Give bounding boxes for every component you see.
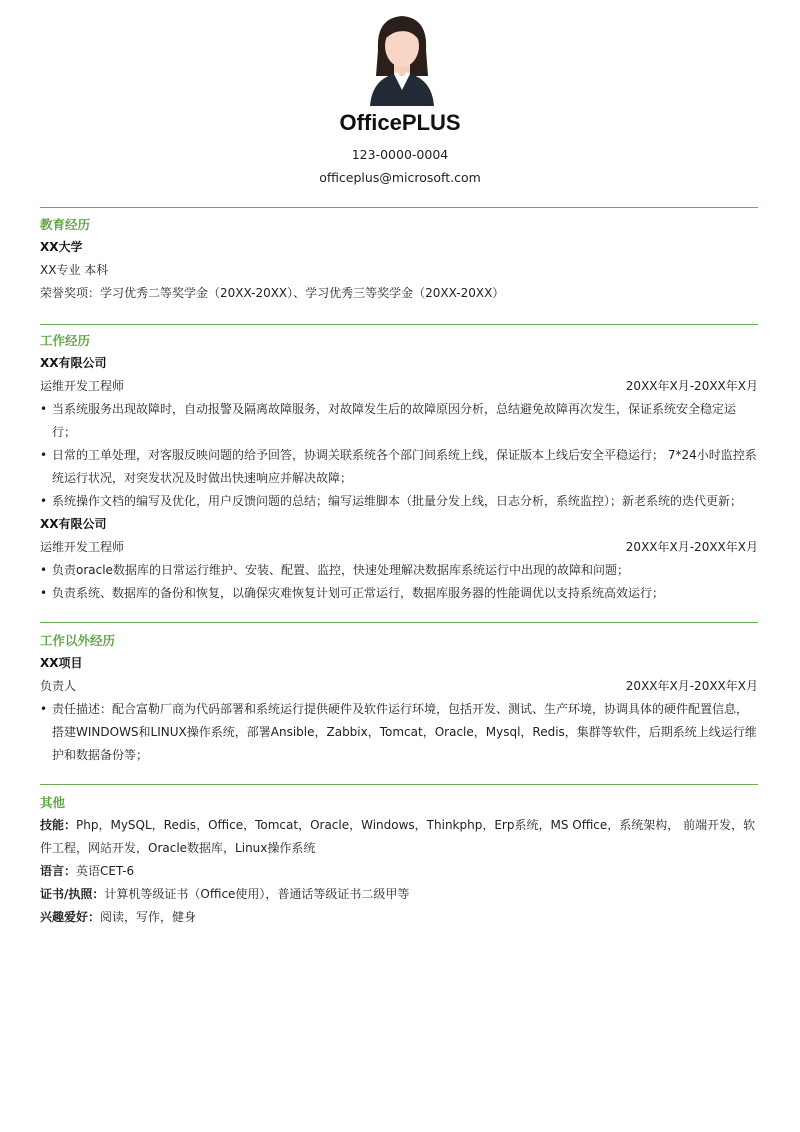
avatar-icon	[366, 10, 438, 106]
certificate-label: 证书/执照：	[40, 887, 105, 901]
certificate-line	[40, 883, 758, 906]
section-title: 其他	[40, 795, 66, 810]
skills-label: 技能：	[40, 818, 77, 832]
email-address: officeplus@microsoft.com	[319, 170, 481, 185]
job-period: 20XX年X月-20XX年X月	[625, 379, 758, 393]
work-section	[40, 330, 758, 605]
section-divider	[40, 622, 758, 623]
project-period: 20XX年X月-20XX年X月	[625, 679, 758, 693]
project-bullet: • 责任描述：配合富勒厂商为代码部署和系统运行提供硬件及软件运行环境，包括开发、测试、生产环境，协调具体的硬件配置信息，搭建WINDOWS和LINUX操作系统，部署Ansible，Zabbix，Tomcat，Oracle，Mysql，Redis，集群等软件，后期系统上线运行维护和数据备份等；	[40, 698, 758, 767]
company-name: XX有限公司	[40, 356, 107, 370]
job-bullet: • 当系统服务出现故障时，自动报警及隔离故障服务，对故障发生后的故障原因分析，总结避免故障再次发生，保证系统安全稳定运行；	[40, 398, 758, 444]
section-title: 工作以外经历	[40, 633, 116, 648]
hobby-value: 阅读，写作，健身	[100, 910, 197, 924]
section-divider	[40, 784, 758, 785]
certificate-value: 计算机等级证书（Office使用），普通话等级证书二级甲等	[104, 887, 410, 901]
section-divider	[40, 207, 758, 208]
section-title: 工作经历	[40, 333, 91, 348]
outside-work-section	[40, 630, 758, 767]
language-line	[40, 860, 758, 883]
project-row	[40, 675, 758, 698]
project-role: 负责人	[40, 679, 77, 693]
job-bullet: • 系统操作文档的编写及优化，用户反馈问题的总结；编写运维脚本（批量分发上线，日志分析，系统监控）；新老系统的迭代更新；	[40, 490, 758, 513]
language-label: 语言：	[40, 864, 77, 878]
language-value: 英语CET-6	[76, 864, 135, 878]
hobby-label: 兴趣爱好：	[40, 910, 101, 924]
other-section	[40, 792, 758, 929]
candidate-name: OfficePLUS	[339, 110, 461, 135]
job-period: 20XX年X月-20XX年X月	[625, 540, 758, 554]
job-bullet: • 负责oracle数据库的日常运行维护、安装、配置、监控，快速处理解决数据库系统运行中出现的故障和问题；	[40, 559, 758, 582]
job-bullet: • 日常的工单处理，对客服反映问题的给予回答，协调关联系统各个部门间系统上线，保证版本上线后安全平稳运行； 7*24小时监控系统运行状况，对突发状况及时做出快速响应并解决故障；	[40, 444, 758, 490]
job-role: 运维开发工程师	[40, 379, 125, 393]
section-divider	[40, 324, 758, 325]
phone-number: 123-0000-0004	[351, 147, 449, 162]
school-name: XX大学	[40, 240, 83, 254]
job-role: 运维开发工程师	[40, 540, 125, 554]
job-bullet: • 负责系统、数据库的备份和恢复，以确保灾难恢复计划可正常运行，数据库服务器的性能调优以支持系统高效运行；	[40, 582, 758, 605]
hobby-line	[40, 906, 758, 929]
major-degree: XX专业 本科	[40, 263, 109, 277]
honors: 荣誉奖项：学习优秀二等奖学金（20XX-20XX）、学习优秀三等奖学金（20XX-20XX）	[40, 286, 505, 300]
section-title: 教育经历	[40, 217, 91, 232]
skills-value: Php，MySQL，Redis，Office，Tomcat，Oracle，Windows，Thinkphp，Erp系统，MS Office，系统架构， 前端开发，软件工程，网站开发，Oracle数据库，Linux操作系统	[40, 818, 756, 855]
project-name: XX项目	[40, 656, 83, 670]
job-row	[40, 536, 758, 559]
skills-line	[40, 814, 758, 860]
job-row	[40, 375, 758, 398]
company-name: XX有限公司	[40, 517, 107, 531]
education-section	[40, 214, 758, 305]
